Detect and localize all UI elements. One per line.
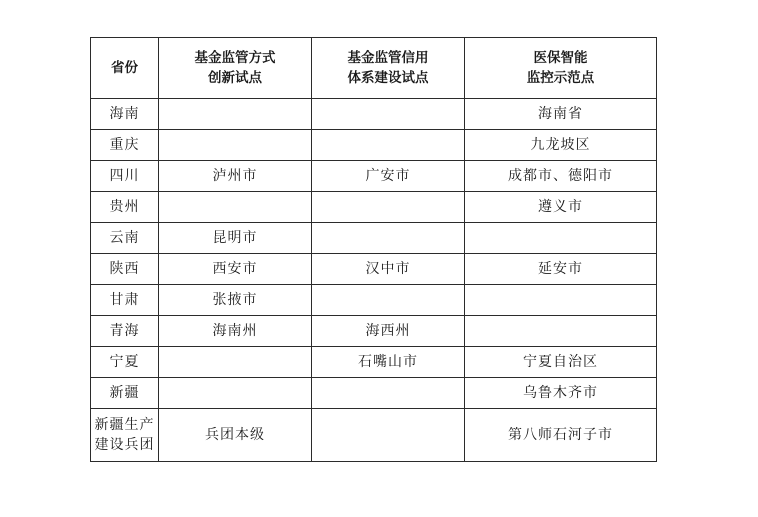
cell-province: 新疆生产 建设兵团 (91, 409, 159, 462)
table-row (91, 285, 657, 316)
cell-supervision-innovation: 昆明市 (159, 223, 312, 254)
header-supervision-innovation: 基金监管方式 创新试点 (159, 38, 312, 99)
table-row (91, 316, 657, 347)
cell-smart-monitoring: 九龙坡区 (465, 130, 657, 161)
cell-province: 陕西 (91, 254, 159, 285)
cell-smart-monitoring: 成都市、德阳市 (465, 161, 657, 192)
cell-supervision-innovation (159, 192, 312, 223)
table-row (91, 378, 657, 409)
cell-credit-system (312, 192, 465, 223)
table-row (91, 161, 657, 192)
header-smart-monitoring: 医保智能 监控示范点 (465, 38, 657, 99)
table-row (91, 409, 657, 462)
cell-province: 贵州 (91, 192, 159, 223)
cell-smart-monitoring: 延安市 (465, 254, 657, 285)
table-row (91, 192, 657, 223)
cell-supervision-innovation (159, 130, 312, 161)
cell-supervision-innovation (159, 347, 312, 378)
cell-credit-system (312, 378, 465, 409)
cell-province: 新疆 (91, 378, 159, 409)
cell-province: 甘肃 (91, 285, 159, 316)
cell-smart-monitoring: 海南省 (465, 99, 657, 130)
cell-province: 海南 (91, 99, 159, 130)
table-row (91, 130, 657, 161)
cell-province: 云南 (91, 223, 159, 254)
cell-supervision-innovation: 兵团本级 (159, 409, 312, 462)
table-row (91, 347, 657, 378)
cell-credit-system: 海西州 (312, 316, 465, 347)
table-row (91, 254, 657, 285)
cell-credit-system (312, 130, 465, 161)
cell-supervision-innovation: 西安市 (159, 254, 312, 285)
cell-credit-system: 广安市 (312, 161, 465, 192)
cell-smart-monitoring (465, 316, 657, 347)
cell-province: 重庆 (91, 130, 159, 161)
cell-smart-monitoring (465, 285, 657, 316)
cell-credit-system (312, 223, 465, 254)
table-row (91, 223, 657, 254)
cell-supervision-innovation: 泸州市 (159, 161, 312, 192)
cell-smart-monitoring (465, 223, 657, 254)
cell-supervision-innovation (159, 99, 312, 130)
cell-credit-system (312, 285, 465, 316)
cell-credit-system (312, 99, 465, 130)
cell-smart-monitoring: 第八师石河子市 (465, 409, 657, 462)
cell-supervision-innovation: 张掖市 (159, 285, 312, 316)
cell-province: 青海 (91, 316, 159, 347)
cell-province: 四川 (91, 161, 159, 192)
pilot-sites-table (90, 37, 657, 462)
cell-smart-monitoring: 宁夏自治区 (465, 347, 657, 378)
header-credit-system: 基金监管信用 体系建设试点 (312, 38, 465, 99)
cell-smart-monitoring: 遵义市 (465, 192, 657, 223)
header-province: 省份 (91, 38, 159, 99)
cell-province: 宁夏 (91, 347, 159, 378)
cell-credit-system (312, 409, 465, 462)
table-row (91, 99, 657, 130)
cell-credit-system: 汉中市 (312, 254, 465, 285)
cell-supervision-innovation: 海南州 (159, 316, 312, 347)
cell-credit-system: 石嘴山市 (312, 347, 465, 378)
header-row (91, 38, 657, 99)
cell-smart-monitoring: 乌鲁木齐市 (465, 378, 657, 409)
cell-supervision-innovation (159, 378, 312, 409)
